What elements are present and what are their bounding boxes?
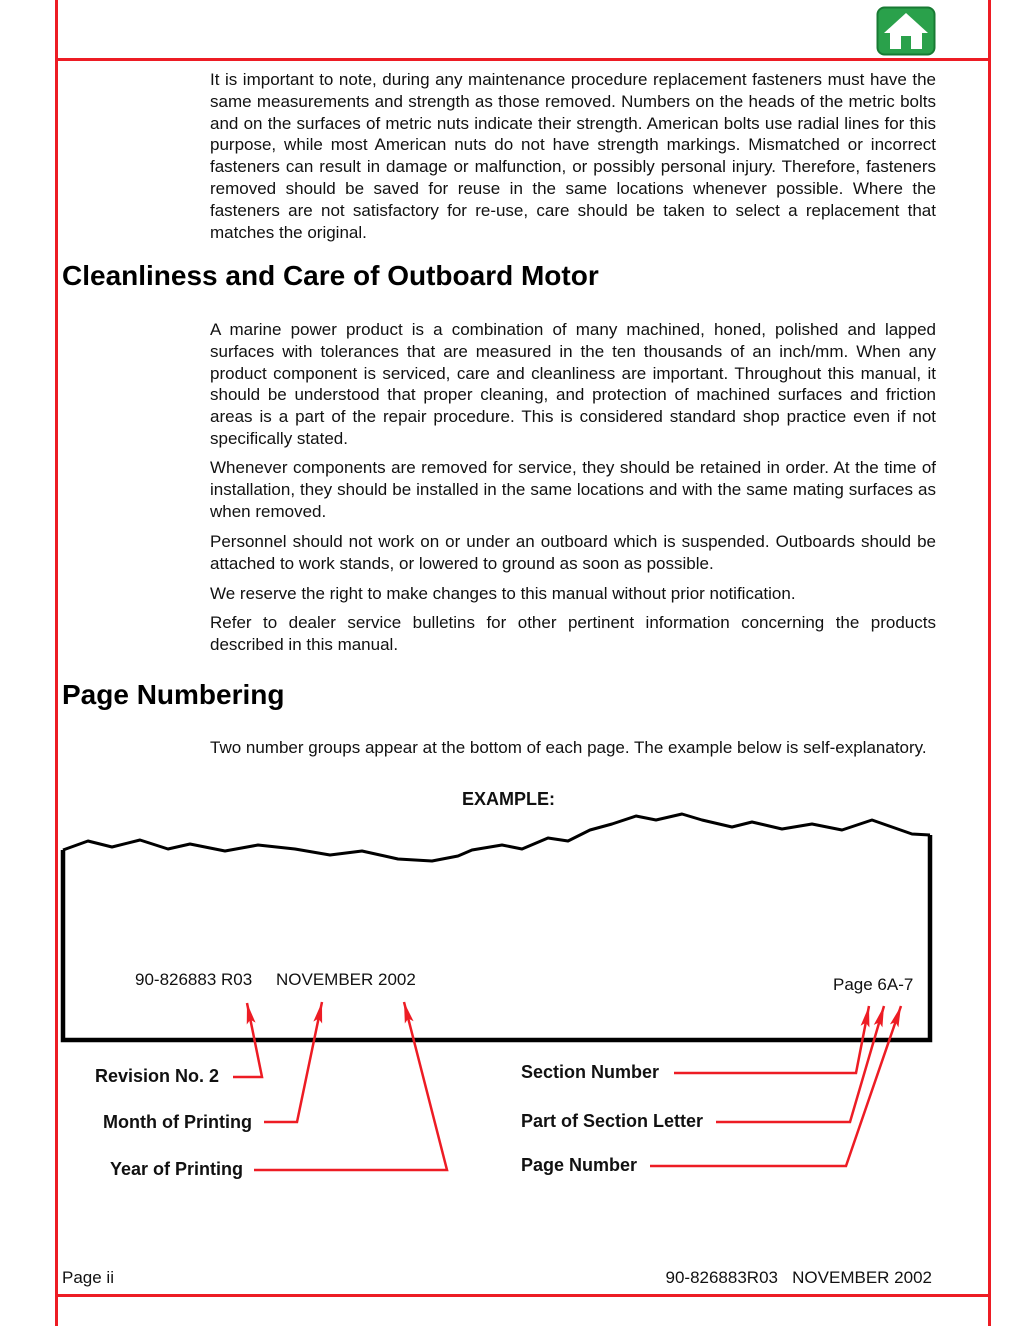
callout-revision: Revision No. 2 — [95, 1066, 220, 1086]
home-icon[interactable] — [876, 6, 936, 56]
sample-print-date: NOVEMBER 2002 — [276, 970, 416, 989]
heading-page-numbering: Page Numbering — [62, 679, 285, 710]
arrow-year — [254, 1002, 447, 1170]
sample-page-number: Page 6A-7 — [833, 975, 914, 994]
arrow-revision — [233, 1003, 262, 1077]
sample-page-border — [63, 835, 930, 1040]
callout-section: Section Number — [521, 1062, 660, 1082]
sample-publication-number: 90-826883 R03 — [135, 970, 253, 989]
arrow-part — [716, 1006, 884, 1122]
callout-part: Part of Section Letter — [521, 1111, 704, 1131]
arrow-section — [674, 1006, 869, 1073]
callout-year: Year of Printing — [110, 1159, 244, 1179]
arrow-page-number — [650, 1006, 901, 1166]
cleanliness-paragraph-5: Refer to dealer service bulletins for other pertinent information concerning the products described in this manual. — [210, 613, 936, 654]
torn-edge — [63, 814, 930, 861]
page-border-left — [55, 0, 58, 1326]
intro-paragraph: It is important to note, during any maintenance procedure replacement fasteners must have the same measurements and strength as those removed. Numbers on the heads of the metric bolts and on the surfaces of metric nuts indicate their strength. American bolts use radial lines for this purpose, while most American nuts do not have strength markings. Mismatched or incorrect fasteners can result in damage or malfunction, or possibly personal injury. Therefore, fasteners removed should be saved for reuse in the same locations whenever possible. Where the fasteners are not satisfactory for re-use, care should be taken to select a replacement that matches the original. — [210, 70, 936, 242]
numbering-paragraph: Two number groups appear at the bottom of each page. The example below is self-explanatory. — [210, 738, 927, 757]
arrow-month — [264, 1002, 322, 1122]
callout-month: Month of Printing — [103, 1112, 252, 1132]
top-rule — [55, 58, 991, 61]
footer-publication-info: 90-826883R03 NOVEMBER 2002 — [665, 1268, 932, 1287]
footer-page-number: Page ii — [62, 1268, 114, 1287]
cleanliness-paragraph-1: A marine power product is a combination of many machined, honed, polished and lapped surfaces with tolerances that are measured in the ten thousands of an inch/mm. When any product component is serviced, care and cleanliness are important. Throughout this manual, it should be understood that proper cleaning, and protection of machined surfaces and friction areas is a part of the repair procedure. This is considered standard shop practice even if not specifically stated. — [210, 320, 936, 448]
bottom-rule — [55, 1294, 991, 1297]
example-label: EXAMPLE: — [462, 789, 556, 809]
cleanliness-paragraph-3: Personnel should not work on or under an outboard which is suspended. Outboards should be attached to work stands, or lowered to ground as soon as possible. — [210, 532, 936, 573]
heading-cleanliness: Cleanliness and Care of Outboard Motor — [62, 260, 599, 291]
page-border-right — [988, 0, 991, 1326]
cleanliness-paragraph-4: We reserve the right to make changes to this manual without prior notification. — [210, 584, 796, 603]
cleanliness-paragraph-2: Whenever components are removed for service, they should be retained in order. At the time of installation, they should be installed in the same locations and with the same mating surfaces as when removed. — [210, 458, 936, 521]
callout-page-number: Page Number — [521, 1155, 638, 1175]
